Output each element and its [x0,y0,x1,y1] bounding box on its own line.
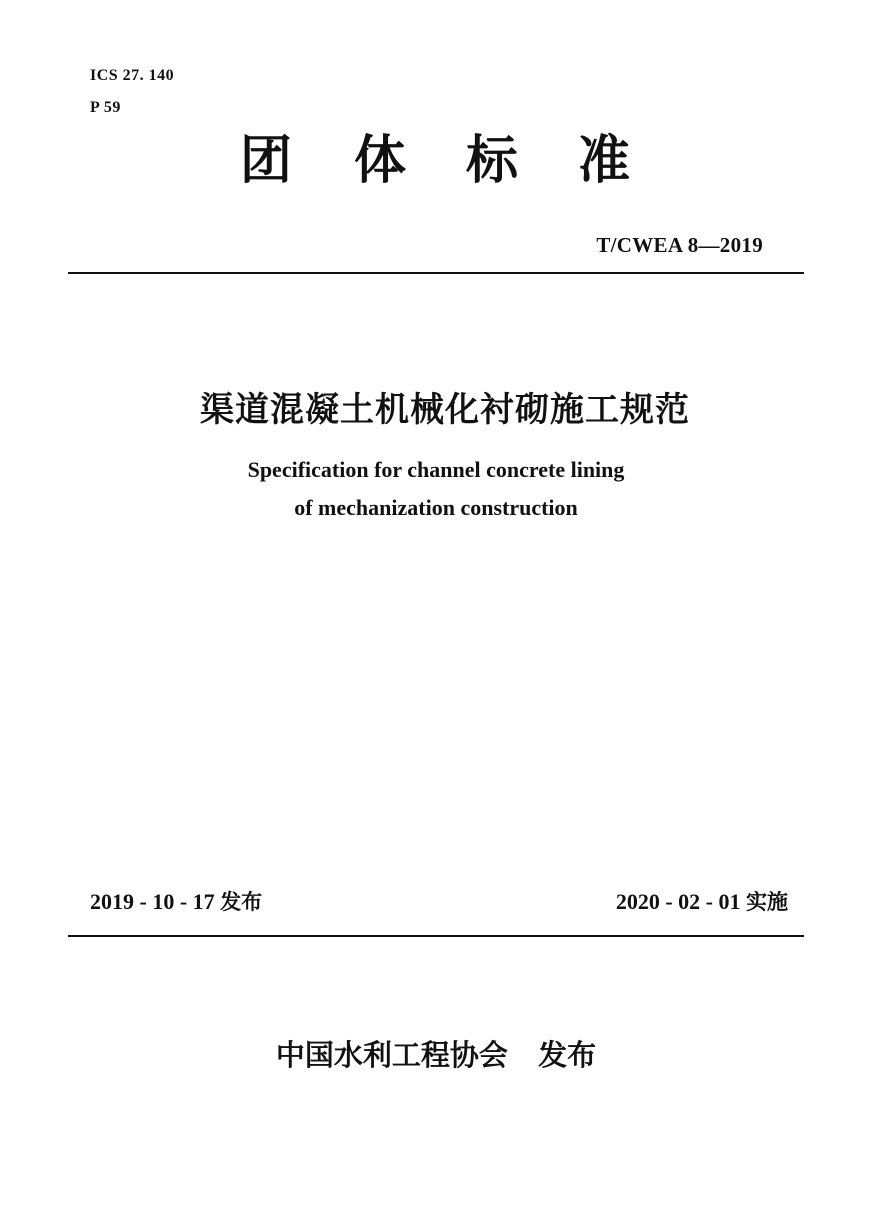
ccs-code: P 59 [90,99,121,116]
implementation-date-block [616,888,788,916]
title-chinese: 渠道混凝土机械化衬砌施工规范 [200,390,690,430]
standard-type-heading [0,128,890,198]
standard-type-char: 体 [354,131,407,191]
top-divider [68,272,804,274]
title-english-line-2: of mechanization construction [294,495,578,520]
title-english-line-1: Specification for channel concrete lining [247,457,625,482]
issue-label: 发布 [220,890,263,914]
publisher-label: 发布 [538,1038,597,1072]
standard-type-char: 准 [578,131,631,191]
standard-type-char: 团 [240,131,293,191]
issue-date: 2019 - 10 - 17 [90,889,215,914]
publisher-name: 中国水利工程协会 [275,1038,508,1072]
standard-number: T/CWEA 8—2019 [596,233,763,257]
implementation-date: 2020 - 02 - 01 [615,889,741,914]
issue-date-block [90,888,262,916]
implementation-label: 实施 [746,890,788,914]
publisher-line [0,1036,872,1074]
ics-code: ICS 27. 140 [90,67,175,84]
bottom-divider [68,935,804,937]
standard-type-char: 标 [466,131,519,191]
